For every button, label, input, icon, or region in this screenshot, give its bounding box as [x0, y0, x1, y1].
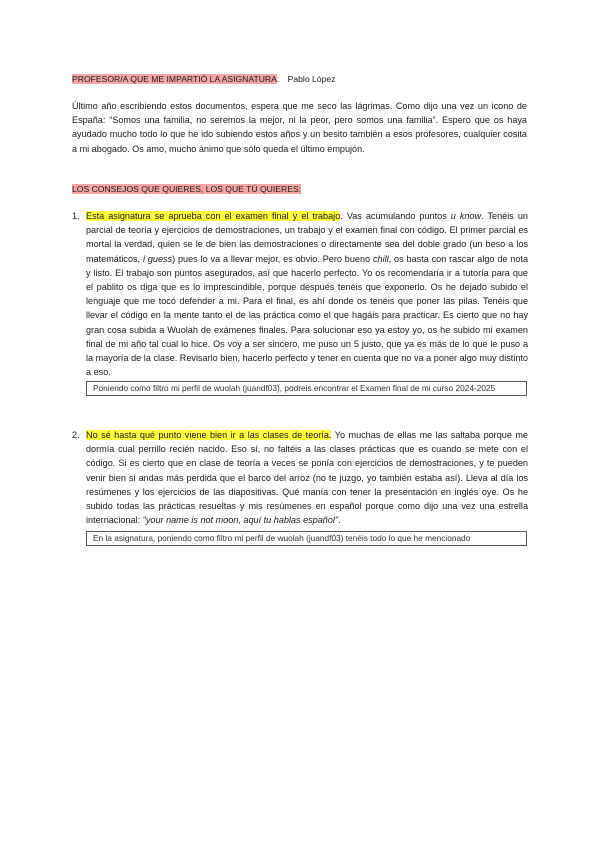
intro-paragraph: Último año escribiendo estos documentos, espera que me seco las lágrimas. Como dijo una vez un icono de España: “Somos una familia, no seremos la mejor, ni la peor, pero somos una familia”. Espero que os haya ayudado mucho todo lo que he ido subiendo estos años y un besito también a esos profesores, cualquier cosita a mi abogado. Os amo, mucho ánimo que sólo queda el último empujón. [72, 101, 527, 154]
section-title-text: LOS CONSEJOS QUE QUIERES, LOS QUE TÚ QUIERES: [72, 184, 302, 194]
teacher-header [72, 72, 335, 86]
list-item [72, 209, 528, 396]
list-item-text: , os basta con rascar algo de nota y listo. El trabajo son puntos asegurados, así que hacerlo perfecto. Yo os recomendaría ir a tutoría para que el pablito os diga que es lo imprescindible, porque después tenéis que exponerlo. Os he dejado subido el lenguaje que me tocó defender a mi. Para el final, es ahí donde os tenéis que poner las pilas. Tenéis que llevar el código en la mente tanto el de las práctica como el que hagáis para practicar. Es cierto que no hay gran cosa subida a Wuolah de exámenes finales. Para solucionar eso ya estoy yo, os he subido mi examen final de mi año tal cual lo hice. Os voy a ser sincero, me puso un 5 justo, que ya es más de lo que le puso a la mayoría de la clase. Revisarlo bien, hacerlo perfecto y tener en cuenta que no va a poner algo muy distinto a eso. [86, 253, 529, 378]
list-item-emphasis: chill [372, 253, 389, 264]
teacher-name: Pablo López [287, 74, 336, 84]
list-item-number: 1. [72, 211, 80, 221]
teacher-label: PROFESOR/A QUE ME IMPARTIÓ LA ASIGNATURA [72, 74, 277, 84]
list-item-text: ) pues lo va a llevar mejor, es obvio. Pero bueno [172, 253, 373, 264]
list-item-body [86, 428, 528, 527]
list-item-text: . [338, 515, 341, 526]
note-box: Poniendo como filtro mi perfil de wuolah (juandf03), podreis encontrar el Examen final de mi curso 2024-2025 [86, 381, 527, 396]
list-item-text: Yo muchas de ellas me las saltaba porque me dormía cual perrillo recién nacido. Eso sí, no faltéis a las clases prácticas que es cuando se mete con el código. Si es cierto que en clase de teoría a veces se ponía con ejercicios de demostraciones, y te pueden venir bien si andas más perdida que el barco del arroz (no te juzgo, yo también estaba así). Lleva al día los resúmenes y los ejercicios de las diapositivas. Qué manía con tener la presentación en inglés oye. Os he subido todas las prácticas resueltas y mis resúmenes en español porque como dijo una vez una estrella internacional: [86, 430, 528, 526]
list-item-emphasis: u know [450, 211, 482, 221]
section-title [72, 182, 301, 196]
list-item-text: . Tenéis un parcial de teoría y ejercicios de demostraciones, un trabajo y el examen final con código. El primer parcial es mortal la verdad, quien se le de bien las demostraciones o directamente sea del doble grado (un beso a los matemáticos, [86, 211, 528, 264]
list-item-emphasis: "your name is not moon, aquí tu hablas español" [142, 515, 339, 526]
list-item-text: . Vas acumulando puntos [340, 211, 451, 221]
teacher-separator: : [276, 74, 280, 84]
list-item-highlight: Esta asignatura se aprueba con el examen final y el trabajo [86, 211, 341, 221]
list-item-body [86, 209, 528, 379]
list-item-highlight: No sé hasta qué punto viene bien ir a las clases de teoría. [86, 430, 332, 440]
note-box: En la asignatura, poniendo como filtro mi perfil de wuolah (juandf03) tenéis todo lo que he mencionado [86, 531, 527, 546]
list-item [72, 428, 528, 546]
list-item-number: 2. [72, 430, 80, 440]
list-item-emphasis: i guess [142, 253, 173, 264]
